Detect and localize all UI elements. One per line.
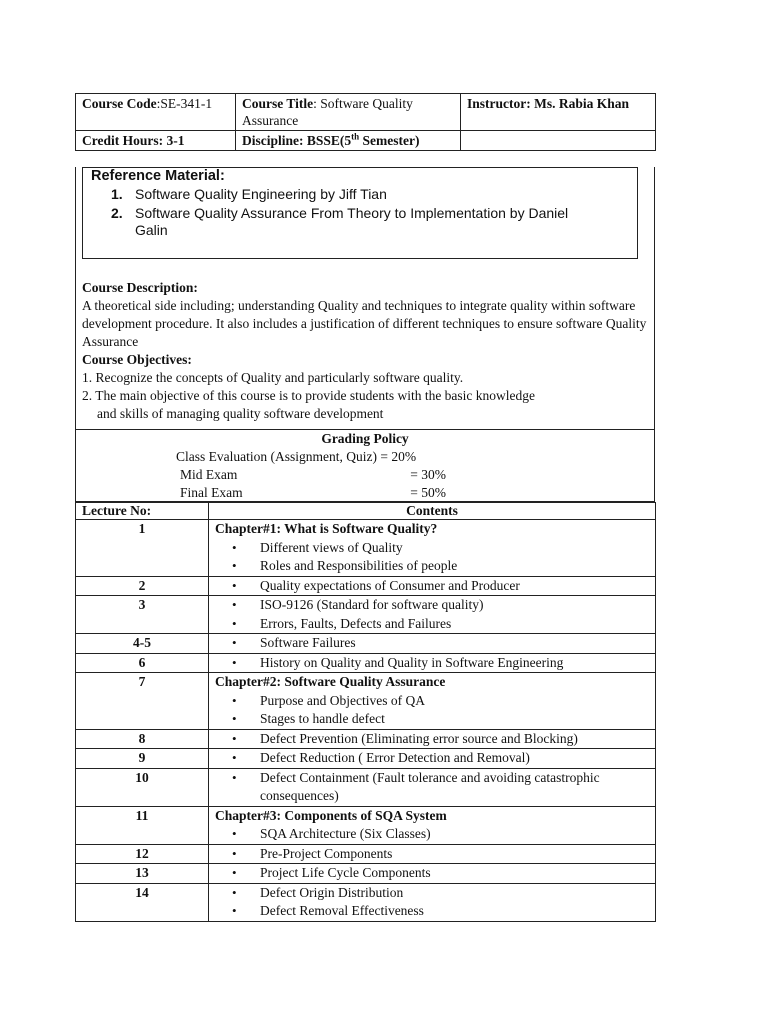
lecture-contents [209, 768, 656, 806]
list-item: • ISO-9126 (Standard for software quality) [215, 596, 649, 615]
table-row [76, 749, 656, 769]
list-item: • Purpose and Objectives of QA [215, 692, 649, 711]
lecture-contents [209, 673, 656, 730]
list-item: • Defect Reduction ( Error Detection and Removal) [215, 749, 649, 768]
table-row [76, 864, 656, 884]
discipline-suffix: Semester) [359, 133, 420, 148]
list-item: • Project Life Cycle Components [215, 864, 649, 883]
table-row [76, 883, 656, 921]
lecture-number: 4-5 [76, 634, 209, 654]
instructor-cell: Instructor: Ms. Rabia Khan [461, 94, 656, 131]
lecture-number: 8 [76, 729, 209, 749]
list-item: • SQA Architecture (Six Classes) [215, 825, 649, 844]
list-item: • Defect Origin Distribution [215, 884, 649, 903]
chapter-heading: Chapter#3: Components of SQA System [215, 807, 447, 823]
discipline-cell [236, 131, 461, 151]
table-row [76, 806, 656, 844]
table-row [76, 768, 656, 806]
list-item: • Defect Containment (Fault tolerance and avoiding catastrophic consequences) [215, 769, 649, 806]
course-description-block [76, 259, 654, 429]
lecture-number: 14 [76, 883, 209, 921]
table-row [76, 653, 656, 673]
table-row [76, 520, 656, 577]
lecture-contents [209, 576, 656, 596]
grading-policy-title: Grading Policy [321, 431, 409, 446]
lecture-number: 12 [76, 844, 209, 864]
discipline-superscript: th [351, 131, 360, 142]
course-outline-page [75, 93, 655, 922]
course-code-label: Course Code [82, 96, 157, 111]
reference-item-text: Software Quality Assurance From Theory to Implementation by Daniel Galin [135, 205, 569, 238]
lecture-no-header: Lecture No: [76, 503, 209, 520]
grading-label: Mid Exam [180, 467, 238, 482]
reference-item [111, 205, 591, 239]
grading-row-class-evaluation [176, 448, 416, 465]
list-item: • Pre-Project Components [215, 845, 649, 864]
course-title-label: Course Title [242, 96, 314, 111]
chapter-heading: Chapter#2: Software Quality Assurance [215, 674, 446, 689]
reference-material-box [82, 167, 638, 259]
course-description-text: A theoretical side including; understanding Quality and techniques to integrate quality within software development procedure. It also includes a justification of different techniques to ensure software Quality Assurance [82, 298, 647, 349]
reference-item-text: Software Quality Engineering by Jiff Tian [135, 186, 387, 202]
table-row [76, 596, 656, 634]
lecture-number: 9 [76, 749, 209, 769]
objective-item: 2. The main objective of this course is to provide students with the basic knowledge [82, 388, 536, 403]
grading-policy-block [76, 429, 654, 501]
credit-hours-cell: Credit Hours: 3-1 [76, 131, 236, 151]
lecture-number: 10 [76, 768, 209, 806]
table-row [76, 576, 656, 596]
list-item: • History on Quality and Quality in Software Engineering [215, 654, 649, 673]
list-item: • Errors, Faults, Defects and Failures [215, 615, 649, 634]
lecture-number: 11 [76, 806, 209, 844]
reference-title: Reference Material: [91, 168, 225, 184]
lecture-contents [209, 729, 656, 749]
reference-item-number: 2. [111, 205, 123, 221]
lecture-contents [209, 806, 656, 844]
empty-header-cell [461, 131, 656, 151]
grading-row-mid-exam [180, 466, 446, 483]
grading-label: Class Evaluation (Assignment, Quiz) = 20% [176, 449, 417, 464]
grading-value: = 50% [410, 485, 446, 500]
list-item: • Different views of Quality [215, 539, 649, 558]
lecture-contents [209, 844, 656, 864]
lecture-number: 1 [76, 520, 209, 577]
chapter-heading: Chapter#1: What is Software Quality? [215, 521, 438, 536]
grading-label: Final Exam [180, 485, 243, 500]
table-row [76, 673, 656, 730]
course-objectives-title: Course Objectives: [82, 352, 192, 367]
table-row [76, 634, 656, 654]
lecture-contents [209, 596, 656, 634]
discipline-prefix: Discipline: BSSE(5 [242, 133, 352, 148]
lecture-number: 13 [76, 864, 209, 884]
list-item: • Stages to handle defect [215, 710, 649, 729]
reference-item [111, 186, 591, 203]
objective-item: 1. Recognize the concepts of Quality and particularly software quality. [82, 370, 464, 385]
course-description-title: Course Description: [82, 280, 198, 295]
course-title-value: : Software Quality Assurance [242, 96, 413, 128]
list-item: • Defect Removal Effectiveness [215, 902, 649, 921]
grading-row-final-exam [180, 484, 446, 501]
lecture-contents [209, 749, 656, 769]
lecture-number: 3 [76, 596, 209, 634]
lecture-contents [209, 653, 656, 673]
reference-item-number: 1. [111, 186, 123, 202]
lecture-contents [209, 883, 656, 921]
contents-header: Contents [209, 503, 656, 520]
course-info-section [75, 167, 655, 502]
lecture-contents [209, 520, 656, 577]
list-item: • Roles and Responsibilities of people [215, 557, 649, 576]
course-title-cell [236, 94, 461, 131]
course-code-cell [76, 94, 236, 131]
course-header-table [75, 93, 656, 151]
list-item: • Quality expectations of Consumer and Producer [215, 577, 649, 596]
objective-item-continuation: and skills of managing quality software development [97, 406, 384, 421]
lecture-number: 2 [76, 576, 209, 596]
lecture-number: 7 [76, 673, 209, 730]
lecture-contents [209, 864, 656, 884]
lecture-contents [209, 634, 656, 654]
table-row [76, 729, 656, 749]
list-item: • Software Failures [215, 634, 649, 653]
list-item: • Defect Prevention (Eliminating error source and Blocking) [215, 730, 649, 749]
lecture-number: 6 [76, 653, 209, 673]
table-row [76, 844, 656, 864]
course-code-value: :SE-341-1 [156, 96, 213, 111]
grading-value: = 30% [410, 467, 446, 482]
lectures-table [75, 502, 656, 922]
